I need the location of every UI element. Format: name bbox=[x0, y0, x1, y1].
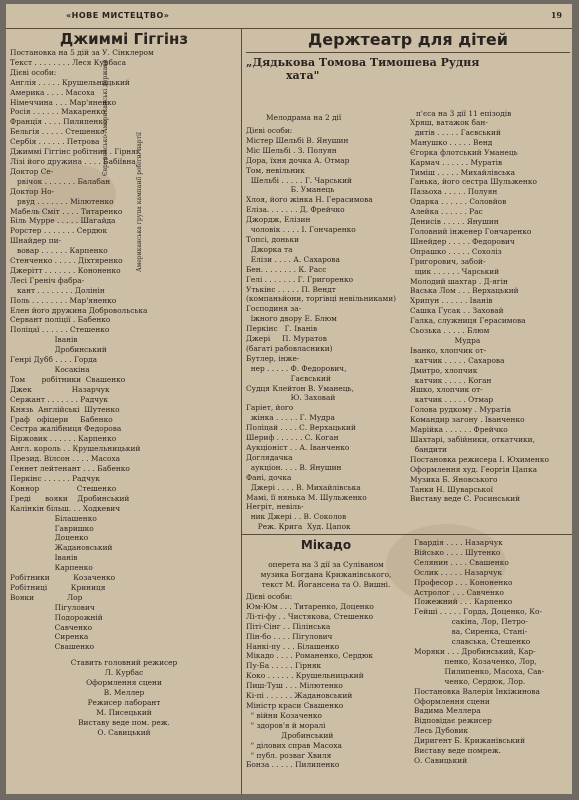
text-line: Головний інженер Гончаренко bbox=[410, 226, 532, 236]
text-line: Джиммі Гіггінс робітник . Гірняк bbox=[10, 147, 141, 157]
text-line: Лесь Дубовик bbox=[414, 726, 469, 736]
text-line: Мамі, її нянька М. Шульженко bbox=[246, 492, 367, 502]
text-line: чоловік . . . . І. Гончаренко bbox=[246, 225, 356, 235]
text-line: Пожежний . . . Карпенко bbox=[414, 597, 513, 607]
text-line: Текст . . . . . . . . Леся Курбаса bbox=[10, 57, 126, 67]
text-line: Режисер лаборант bbox=[87, 697, 161, 707]
text-line: сакіна, Лор, Петро- bbox=[414, 617, 528, 627]
left-credits bbox=[10, 658, 238, 737]
text-line: Опрашко . . . . . Сохоліз bbox=[410, 246, 502, 256]
text-line: Джек Назарчук bbox=[10, 384, 110, 394]
text-line: катчик . . . . . Сахарова bbox=[410, 355, 505, 365]
text-line: вовар . . . . . . Карпенко bbox=[10, 246, 108, 256]
text-line: Виставу веде С. Росинський bbox=[410, 494, 521, 504]
text-line: " війни Козаченко bbox=[246, 710, 322, 720]
text-line: Джерітт . . . . . . . Кононенко bbox=[10, 265, 121, 275]
text-line: Галка, служниця Герасимова bbox=[410, 316, 526, 326]
text-line: М. Писецький bbox=[96, 707, 152, 717]
text-line: Григорович, забой- bbox=[410, 256, 486, 266]
text-line: Виставу веде помреж. bbox=[414, 746, 502, 756]
text-line: Дробинський bbox=[10, 345, 107, 355]
text-line: катчик . . . . . Коган bbox=[410, 375, 492, 385]
text-line: Астролог . . . Савченко bbox=[414, 587, 504, 597]
text-line: Презид. Вілсон . . . . Масоха bbox=[10, 454, 121, 464]
text-line: Нанкі-пу . . . Білашенко bbox=[246, 641, 340, 651]
text-line: аукціон. . . . В. Янушин bbox=[246, 462, 342, 472]
left-title: Джиммі Гіггінз bbox=[59, 30, 189, 48]
text-line: Дієві особи: bbox=[10, 67, 57, 77]
play2-cast bbox=[410, 118, 570, 504]
text-line: Граф офіцери Бабенко bbox=[10, 414, 113, 424]
text-line: Стенченко . . . . . Діхтяренко bbox=[10, 256, 123, 266]
text-line: Оформлення сцени bbox=[86, 678, 162, 688]
text-line: ченко, Сердюк, Лор. bbox=[414, 676, 526, 686]
text-line: Міністр краси Свашенко bbox=[246, 700, 344, 710]
text-line: Постановка Валерія Інкіжинова bbox=[414, 686, 540, 696]
play1-cast bbox=[246, 126, 406, 532]
text-line: Ю. Заховай bbox=[246, 393, 336, 403]
text-line: Генрі Дубб . . . . Горда bbox=[10, 355, 98, 365]
text-line: Дмитро, хлопчик bbox=[410, 365, 478, 375]
text-line: Постановка на 5 дій за У. Сінклером bbox=[10, 48, 154, 57]
text-line: Реж. Крига Худ. Цапок bbox=[246, 522, 351, 532]
text-line: Перкінс . . . . . . Радчук bbox=[10, 473, 100, 483]
text-line: Постановка режисера І. Юхименко bbox=[410, 454, 549, 464]
mikado-cast bbox=[246, 592, 411, 770]
page-number: 19 bbox=[550, 10, 562, 20]
text-line: Джері П. Муратов bbox=[246, 334, 327, 344]
text-line: катчик . . . . . Отмар bbox=[410, 395, 494, 405]
magazine-name: «НОВЕ МИСТЕЦТВО» bbox=[66, 11, 170, 20]
text-line: Дієві особи: bbox=[246, 126, 293, 135]
text-line: Молодий шахтар . Д-ягін bbox=[410, 276, 508, 286]
text-line: Коко . . . . . . Крушельницький bbox=[246, 671, 364, 681]
text-line: Л. Курбас bbox=[104, 668, 144, 678]
text-line: Біль Мурре . . . . . Шагайда bbox=[10, 216, 116, 226]
text-line: Греді вояки Дробинський bbox=[10, 493, 130, 503]
text-line: Містер Шельбі В. Янушин bbox=[246, 135, 349, 145]
text-line: Сержант . . . . . . . Радчук bbox=[10, 394, 109, 404]
text-line: Гавришко bbox=[10, 523, 94, 533]
text-line: Елізи . . . . А. Сахарова bbox=[246, 254, 340, 264]
text-line: Мікадо . . . . Романенко, Сердюк bbox=[246, 651, 374, 661]
page-header bbox=[6, 4, 572, 29]
text-line: оперета на 3 дії за Суліваном bbox=[268, 560, 384, 569]
right-section bbox=[246, 30, 570, 82]
text-line: Поліцай . . . . С. Верхацький bbox=[246, 423, 356, 433]
text-line: Тиміш . . . . . Михайлівська bbox=[410, 167, 516, 177]
text-line: щик . . . . . . Чарський bbox=[410, 266, 500, 276]
text-line: Фані, дочка bbox=[246, 472, 292, 482]
text-line: дитів . . . . . Гаєвський bbox=[410, 127, 501, 137]
text-line: Піті-Сінг . . Пілінська bbox=[246, 621, 331, 631]
text-line: Дробинський bbox=[246, 730, 334, 740]
text-line: ник Джері . . В. Соколов bbox=[246, 512, 347, 522]
text-line: Утькінс . . . . . П. Вендт bbox=[246, 284, 336, 294]
text-line: Вояки Лор bbox=[10, 592, 83, 602]
text-line: Яшко, хлопчик от- bbox=[410, 385, 483, 395]
text-line: Пін-бо . . . . Пігулович bbox=[246, 631, 333, 641]
text-line: рвічок . . . . . . . Балабан bbox=[10, 176, 111, 186]
text-line: Кармач . . . . . . Муратів bbox=[410, 157, 503, 167]
column-divider bbox=[241, 28, 242, 794]
text-line: Савченко bbox=[10, 622, 93, 632]
text-line: Міс Шельбі . З. Полуян bbox=[246, 145, 337, 155]
left-cast-list bbox=[10, 48, 238, 652]
text-line: Хрипун . . . . . . Іванів bbox=[410, 296, 493, 306]
text-line: Іванів bbox=[10, 335, 78, 345]
text-line: Косакіна bbox=[10, 365, 90, 374]
text-line: Марійка . . . . . . Фрейчко bbox=[410, 425, 508, 435]
text-line: Жадановський bbox=[10, 543, 113, 553]
text-line: Відповідає режисер bbox=[414, 716, 492, 726]
text-line: текст М. Йогансена та О. Вишні. bbox=[261, 579, 391, 589]
text-line: " здоров'я й моралі bbox=[246, 720, 326, 730]
play1-title: „Дядькова Томова Тимошева Рудня bbox=[246, 56, 480, 69]
text-line: Оформлення худ. Георгія Цапка bbox=[410, 464, 537, 474]
left-column bbox=[10, 30, 238, 738]
text-line: О. Савицький bbox=[414, 755, 468, 765]
text-line: " ділових справ Масоха bbox=[246, 740, 342, 750]
text-line: Робітниці Криниця bbox=[10, 582, 106, 592]
text-line: Доглядачка bbox=[246, 452, 293, 462]
play2-subtitle: п'єса на 3 дії 11 епізодів bbox=[416, 109, 512, 118]
play1-subtitle: Мелодрама на 2 дії bbox=[266, 113, 342, 122]
text-line: рвуд . . . . . . . Мілютенко bbox=[10, 196, 114, 206]
text-line: Моряки . . . Дробинський, Кар- bbox=[414, 646, 536, 656]
text-line: (компаньйони, торгівці невільниками) bbox=[246, 294, 397, 304]
text-line: Кі-пі . . . . . . Жадановський bbox=[246, 691, 353, 701]
text-line: Васька Лом . . . Верхацький bbox=[410, 286, 519, 296]
text-line: Гаєвський bbox=[246, 373, 331, 383]
text-line: Доценко bbox=[10, 533, 89, 543]
text-line: Пігулович bbox=[10, 602, 95, 612]
text-line: Доктор Но- bbox=[10, 186, 55, 196]
text-line: Мудра bbox=[410, 335, 481, 345]
text-line: славська, Стешенко bbox=[414, 637, 531, 647]
text-line: О. Савицький bbox=[97, 727, 151, 737]
text-line: Шельбі . . . . . Г. Чарський bbox=[246, 175, 352, 185]
text-line: нер . . . . . Ф. Федорович, bbox=[246, 363, 347, 373]
text-line: Командир загону . Іванченко bbox=[410, 415, 525, 425]
mikado-intro bbox=[246, 560, 406, 590]
mikado-cast-2 bbox=[414, 538, 570, 766]
section-rule bbox=[242, 534, 572, 535]
text-line: Франція . . . . Пилипенко bbox=[10, 117, 108, 127]
text-line: Хлоя, його жінка Н. Герасимова bbox=[246, 195, 373, 205]
text-line: Еліза. . . . . . . Д. Фрейчко bbox=[246, 205, 345, 215]
text-line: Перкінс Г. Іванів bbox=[246, 324, 318, 334]
text-line: В. Меллер bbox=[103, 688, 145, 697]
text-line: Пазьоха . . . . . Полуян bbox=[410, 187, 498, 197]
text-line: Доктор Се- bbox=[10, 166, 54, 176]
text-line: Дора, їхня дочка А. Отмар bbox=[246, 155, 350, 165]
text-line: Манушко . . . . . Венд bbox=[410, 137, 493, 147]
text-line: Гелі . . . . . . . Г. Григоренко bbox=[246, 274, 354, 284]
text-line: Іванко, хлопчик от- bbox=[410, 345, 487, 355]
text-line: Америка . . . . Масоха bbox=[10, 87, 95, 97]
text-line: Танки Н. Шуварської bbox=[410, 484, 493, 494]
text-line: Господиня за- bbox=[246, 304, 302, 314]
text-line: Гвардія . . . . Назарчук bbox=[414, 538, 503, 547]
text-line: Дієві особи: bbox=[246, 592, 293, 601]
text-line: Одарка . . . . . . Соловйов bbox=[410, 197, 507, 207]
text-line: пенко, Козаченко, Лор, bbox=[414, 656, 537, 666]
text-line: Лізі його дружина . . . . Бабіївна bbox=[10, 156, 136, 166]
text-line: Бонза . . . . . Пилипенко bbox=[246, 760, 340, 770]
text-line: Біржовик . . . . . . Карпенко bbox=[10, 434, 117, 444]
text-line: Сербія . . . . . . Петрова bbox=[10, 137, 100, 147]
text-line: (багаті рабовласники) bbox=[246, 343, 333, 353]
text-line: Англія . . . . . Крушельницький bbox=[10, 77, 130, 87]
text-line: Робітники Козаченко bbox=[10, 573, 116, 583]
text-line: Князь Англійські Шутенко bbox=[10, 404, 120, 414]
text-line: Коннор Стешенко bbox=[10, 483, 117, 493]
text-line: Рорстер . . . . . . . Сердюк bbox=[10, 226, 108, 236]
text-line: Диригент Б. Крижанівський bbox=[414, 736, 525, 746]
text-line: Лі-ті-фу . . Чистякова, Стешенко bbox=[246, 611, 374, 621]
text-line: Єгорка флотський Уманець bbox=[410, 147, 518, 157]
text-line: Джордж, Елізин bbox=[246, 215, 311, 225]
text-line: Поліцаї . . . . . . Стешенко bbox=[10, 325, 110, 335]
text-line: Білашенко bbox=[10, 513, 97, 523]
text-line: Алейка . . . . . . Рас bbox=[410, 207, 483, 217]
text-line: Гейші . . . . . Горда, Доценко, Ко- bbox=[414, 607, 542, 617]
text-line: Шнейдер . . . . . Федорович bbox=[410, 236, 515, 246]
text-line: Сашка Гусак . . Заховай bbox=[410, 306, 504, 316]
text-line: Бен. . . . . . . . К. Расс bbox=[246, 264, 327, 274]
text-line: Шериф . . . . . . С. Коган bbox=[246, 433, 339, 443]
text-line: Шахтарі, забійники, откатчики, bbox=[410, 435, 535, 444]
text-line: Топсі, доньки bbox=[246, 234, 300, 244]
text-line: Поль . . . . . . . . Мар'яненко bbox=[10, 295, 117, 305]
text-line: Бутлер, інже- bbox=[246, 353, 300, 363]
text-line: Калінкін більш. . . Ходкевич bbox=[10, 503, 121, 513]
text-line: Сьозька . . . . . Блюм bbox=[410, 326, 490, 336]
text-line: Подорожній bbox=[10, 612, 103, 622]
text-line: Карпенко bbox=[10, 563, 93, 573]
vertical-label-2: Американська група кампанії робітн. партії bbox=[136, 132, 143, 272]
text-line: Пиш-Туш . . . Мілютенко bbox=[246, 681, 343, 691]
text-line: Сестра жалібниця Федорова bbox=[10, 424, 122, 434]
text-line: Том робітники Свашенко bbox=[10, 374, 126, 384]
text-line: Росія . . . . . . Макаренко bbox=[10, 107, 106, 117]
text-line: музика Богдана Крижанівського, bbox=[260, 569, 392, 579]
text-line: Німеччина . . . Мар'яненко bbox=[10, 97, 117, 107]
text-line: жінка . . . . . Г. Мудра bbox=[246, 413, 335, 423]
text-line: кант . . . . . . . . Долінін bbox=[10, 285, 105, 295]
text-line: Негріт, невіль- bbox=[246, 502, 304, 512]
text-line: Ганька, його сестра Шульженко bbox=[410, 177, 537, 187]
text-line: Селянин . . . . Свашенко bbox=[414, 557, 509, 567]
text-line: Англ. король . . Крушельницький bbox=[10, 444, 141, 454]
text-line: ва, Сиренка, Стані- bbox=[414, 627, 528, 637]
vertical-label: Європейсько-Американські держави bbox=[102, 59, 109, 176]
text-line: Судця Клейтон В. Уманець, bbox=[246, 383, 354, 393]
text-line: Сервант поліції . Бабенко bbox=[10, 315, 111, 325]
text-line: бандити bbox=[410, 444, 447, 454]
text-line: Сиренка bbox=[10, 632, 89, 642]
text-line: Пу-Ба . . . . . Гірняк bbox=[246, 661, 322, 671]
text-line: " публ. розваг Хвиля bbox=[246, 750, 332, 760]
text-line: Вадима Меллера bbox=[414, 706, 481, 716]
newspaper-page bbox=[6, 4, 572, 794]
text-line: Лесі Греніч фабра- bbox=[10, 275, 85, 285]
text-line: Денисів . . . . . Янушин bbox=[410, 217, 499, 227]
text-line: Ставить головний режисер bbox=[70, 658, 178, 668]
text-line: Шнайдер пи- bbox=[10, 236, 62, 246]
text-line: Гаріет, його bbox=[246, 403, 294, 413]
text-line: Б. Уманець bbox=[246, 185, 335, 195]
text-line: Оформлення сцени bbox=[414, 696, 490, 706]
text-line: Юм-Юм . . . Титаренко, Доценко bbox=[246, 601, 374, 611]
text-line: Голова рудкому . Муратів bbox=[410, 405, 511, 415]
text-line: Хряш, ватажок бан- bbox=[410, 118, 488, 127]
text-line: Джері . . . . В. Михайлівська bbox=[246, 482, 361, 492]
text-line: Військо . . . . Шутенко bbox=[414, 547, 501, 557]
text-line: Елен його дружина Добровольська bbox=[10, 305, 148, 315]
text-line: Виставу веде пом. реж. bbox=[78, 717, 170, 727]
text-line: Іванів bbox=[10, 553, 78, 563]
right-banner: Держтеатр для дітей bbox=[308, 30, 508, 49]
text-line: Музика Б. Яновського bbox=[410, 474, 498, 484]
text-line: Ослик . . . . . Назарчук bbox=[414, 567, 503, 577]
text-line: Мабель Сміт . . . . Титаренко bbox=[10, 206, 123, 216]
text-line: Аукціоніст . . А. Іванченко bbox=[246, 443, 350, 452]
mikado-title: Мікадо bbox=[300, 538, 352, 552]
text-line: Пилипенко, Масоха, Сав- bbox=[414, 666, 545, 676]
text-line: Професор . . . Кононенко bbox=[414, 577, 513, 587]
text-line: Геннет лейтенант . . . Бабенко bbox=[10, 464, 130, 474]
play1-title-2: хата" bbox=[286, 69, 320, 82]
text-line: Свашенко bbox=[10, 642, 95, 652]
text-line: їжного двору Е. Блюм bbox=[246, 314, 337, 324]
banner-rule bbox=[246, 52, 570, 53]
text-line: Бельгія . . . . . Стешенко bbox=[10, 127, 105, 137]
text-line: Том, невільник bbox=[246, 165, 305, 175]
text-line: Джорка та bbox=[246, 244, 293, 254]
